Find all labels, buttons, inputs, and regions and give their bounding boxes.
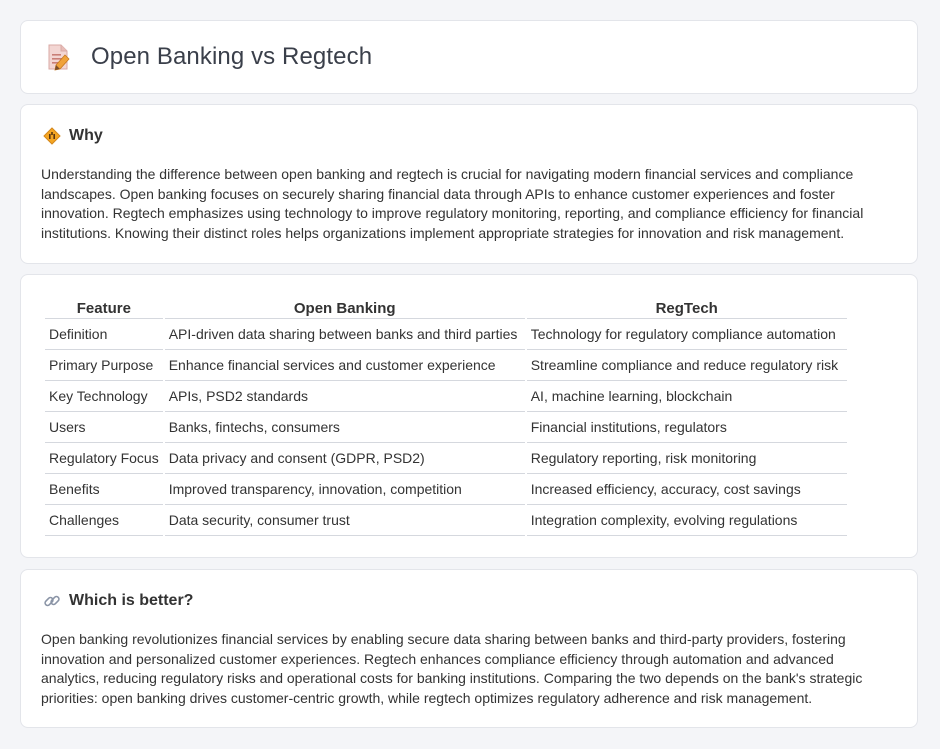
open-banking-cell: Improved transparency, innovation, competition (165, 474, 525, 505)
regtech-cell: Financial institutions, regulators (527, 412, 847, 443)
open-banking-cell: Banks, fintechs, consumers (165, 412, 525, 443)
why-heading: Why (69, 127, 103, 144)
regtech-cell: Increased efficiency, accuracy, cost savings (527, 474, 847, 505)
table-row (45, 443, 847, 474)
table-row (45, 319, 847, 350)
link-icon (43, 592, 61, 610)
feature-cell: Regulatory Focus (45, 443, 163, 474)
feature-cell: Definition (45, 319, 163, 350)
open-banking-cell: Data security, consumer trust (165, 505, 525, 536)
why-heading-row (43, 127, 103, 145)
better-text: Open banking revolutionizes financial services by enabling secure data sharing between banks and third-party providers, fostering innovation and personalized customer experiences. Regtech enhances compliance efficiency through automation and advanced analytics, reducing regulatory risks and operational costs for banking institutions. Comparing the two depends on the bank's strategic priorities: open banking drives customer-centric growth, while regtech optimizes regulatory adherence and risk management. (41, 631, 863, 706)
regtech-cell: AI, machine learning, blockchain (527, 381, 847, 412)
why-text: Understanding the difference between open banking and regtech is crucial for navigating modern financial services and compliance landscapes. Open banking focuses on securely sharing financial data through APIs to enhance customer experiences and foster innovation. Regtech emphasizes using technology to improve regulatory monitoring, reporting, and compliance efficiency for financial institutions. Knowing their distinct roles helps organizations implement appropriate strategies for innovation and risk management. (41, 166, 864, 241)
regtech-cell: Streamline compliance and reduce regulatory risk (527, 350, 847, 381)
header-open-banking: Open Banking (165, 295, 525, 319)
open-banking-cell: Enhance financial services and customer experience (165, 350, 525, 381)
table-row (45, 350, 847, 381)
title-row (45, 43, 372, 71)
regtech-cell: Technology for regulatory compliance automation (527, 319, 847, 350)
table-row (45, 412, 847, 443)
table-row (45, 381, 847, 412)
feature-cell: Users (45, 412, 163, 443)
comparison-section (20, 274, 918, 558)
document-pencil-icon (45, 43, 71, 71)
table-row (45, 474, 847, 505)
feature-cell: Benefits (45, 474, 163, 505)
regtech-cell: Integration complexity, evolving regulations (527, 505, 847, 536)
better-heading: Which is better? (69, 592, 194, 609)
header-regtech: RegTech (527, 295, 847, 319)
open-banking-cell: Data privacy and consent (GDPR, PSD2) (165, 443, 525, 474)
regtech-cell: Regulatory reporting, risk monitoring (527, 443, 847, 474)
which-better-section (20, 569, 918, 728)
open-banking-cell: API-driven data sharing between banks and third parties (165, 319, 525, 350)
feature-cell: Primary Purpose (45, 350, 163, 381)
table-header-row (45, 295, 847, 319)
feature-cell: Key Technology (45, 381, 163, 412)
table-row (45, 505, 847, 536)
title-card (20, 20, 918, 94)
warning-diamond-icon (43, 127, 61, 145)
why-section (20, 104, 918, 264)
open-banking-cell: APIs, PSD2 standards (165, 381, 525, 412)
better-heading-row (43, 592, 193, 610)
comparison-table (43, 295, 849, 536)
page-title: Open Banking vs Regtech (91, 43, 373, 70)
feature-cell: Challenges (45, 505, 163, 536)
header-feature: Feature (45, 295, 163, 319)
